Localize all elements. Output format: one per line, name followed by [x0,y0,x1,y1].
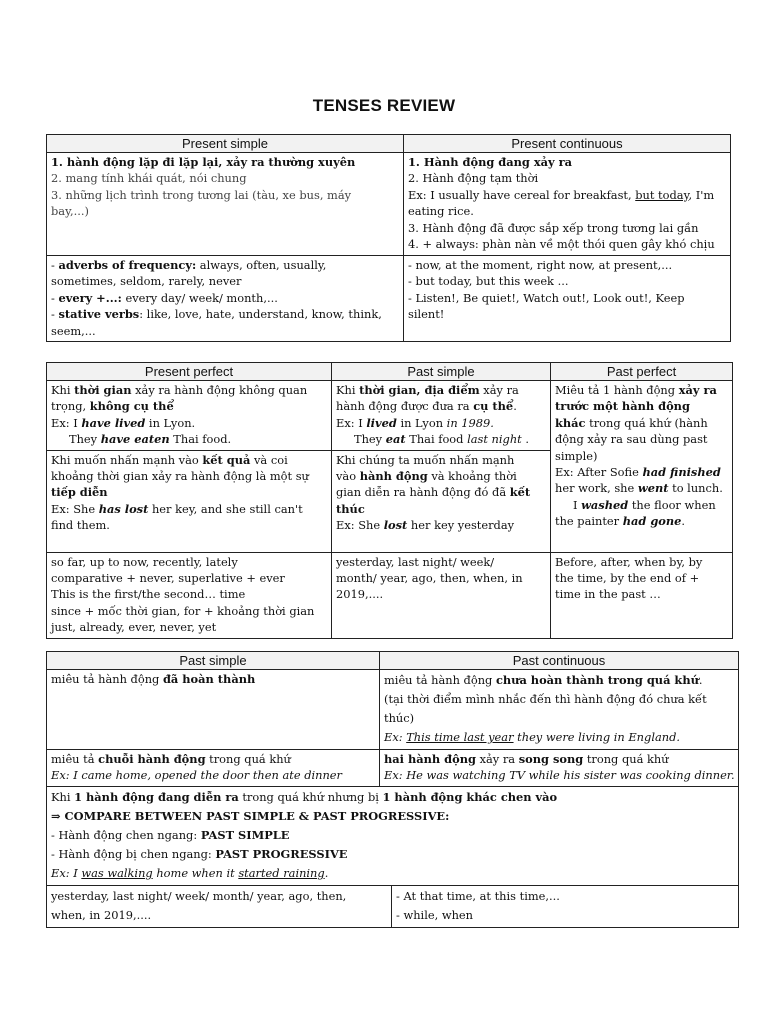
present-perfect-use-2: Khi muốn nhấn mạnh vào kết quả và coi khoảng thời gian xảy ra hành động là một sự tiếp diễn Ex: She has lost her key, and she still can't find them. [47,450,332,552]
header-past-perfect: Past perfect [551,363,733,381]
signal-line: - every +...: every day/ week/ month,... [51,290,278,305]
past-perfect-signals: Before, after, when by, by the time, by the end of + time in the past … [551,552,733,638]
past-simple-vs-continuous-table [46,651,739,928]
present-continuous-uses [404,153,731,256]
header-past-simple: Past simple [332,363,551,381]
example-line: Ex: I usually have cereal for breakfast, but today, I'm [408,187,715,202]
present-simple-uses [47,153,404,256]
header-present-simple: Present simple [47,135,404,153]
use-line: 2. Hành động tạm thời [408,171,539,186]
header-past-simple-2: Past simple [47,652,380,670]
use-line: 3. Hành động đã được sắp xếp trong tương lai gần [408,220,699,235]
use-line: 4. + always: phàn nàn về một thói quen gây khó chịu [408,237,715,252]
page-title: TENSES REVIEW [312,96,456,115]
header-present-perfect: Present perfect [47,363,332,381]
interrupted-action-compare: Khi 1 hành động đang diễn ra trong quá khứ nhưng bị 1 hành động khác chen vào ⇒ COMPARE BETWEEN PAST SIMPLE & PAST PROGRESSIVE: - Hành động chen ngang: PAST SIMPLE - Hành động bị chen ngang: PAST PROGRESSIVE Ex: I was walking home when it started raining. [47,786,739,885]
signal-line: sometimes, seldom, rarely, never [51,274,242,289]
signal-line: seem,... [51,323,96,338]
present-simple-signals [47,256,404,342]
signal-line: - adverbs of frequency: always, often, usually, [51,258,327,272]
signal-line: - stative verbs: like, love, hate, understand, know, think, [51,307,382,322]
past-simple-sequence: miêu tả chuỗi hành động trong quá khứ Ex: I came home, opened the door then ate dinner [47,750,380,787]
past-simple-signals-2: yesterday, last night/ week/ month/ year, ago, then, when, in 2019,.... [47,885,392,927]
use-line: bay,...) [51,204,89,219]
use-line: 1. hành động lặp đi lặp lại, xảy ra thường xuyên [51,155,356,169]
use-line: 2. mang tính khái quát, nói chung [51,171,247,186]
signal-line: - Listen!, Be quiet!, Watch out!, Look out!, Keep [408,290,685,305]
past-continuous-signals: - At that time, at this time,... - while, when [392,885,739,927]
signal-line: - but today, but this week ... [408,274,569,289]
present-tenses-table [46,134,731,342]
perfect-past-table [46,362,733,639]
present-continuous-signals [404,256,731,342]
past-continuous-parallel: hai hành động xảy ra song song trong quá khứ Ex: He was watching TV while his sister was cooking dinner. [380,750,739,787]
past-perfect-use: Miêu tả 1 hành động xảy ra trước một hành động khác trong quá khứ (hành động xảy ra sau dùng past simple) Ex: After Sofie had finished her work, she went to lunch. I washed the floor when the painter had gone. [551,381,733,553]
header-past-continuous: Past continuous [380,652,739,670]
signal-line: silent! [408,307,445,322]
use-line: 1. Hành động đang xảy ra [408,155,572,169]
past-continuous-incomplete: miêu tả hành động chưa hoàn thành trong quá khứ. (tại thời điểm mình nhắc đến thì hành động đó chưa kết thúc) Ex: This time last year they were living in England. [380,670,739,750]
present-perfect-signals: so far, up to now, recently, lately comparative + never, superlative + ever This is the first/the second… time since + mốc thời gian, for + khoảng thời gian just, already, ever, never, yet [47,552,332,638]
use-line: 3. những lịch trình trong tương lai (tàu, xe bus, máy [51,187,352,202]
past-simple-use-1: Khi thời gian, địa điểm xảy ra hành động được đưa ra cụ thể. Ex: I lived in Lyon in 1989. They eat Thai food last night . [332,381,551,451]
example-line: eating rice. [408,204,474,219]
past-simple-completed: miêu tả hành động đã hoàn thành [47,670,380,750]
present-perfect-use-1: Khi thời gian xảy ra hành động không quan trọng, không cụ thể Ex: I have lived in Lyon. They have eaten Thai food. [47,381,332,451]
past-simple-signals: yesterday, last night/ week/ month/ year, ago, then, when, in 2019,.... [332,552,551,638]
header-present-continuous: Present continuous [404,135,731,153]
past-simple-use-2: Khi chúng ta muốn nhấn mạnh vào hành động và khoảng thời gian diễn ra hành động đó đã kết thúc Ex: She lost her key yesterday [332,450,551,552]
signal-line: - now, at the moment, right now, at present,... [408,258,673,272]
